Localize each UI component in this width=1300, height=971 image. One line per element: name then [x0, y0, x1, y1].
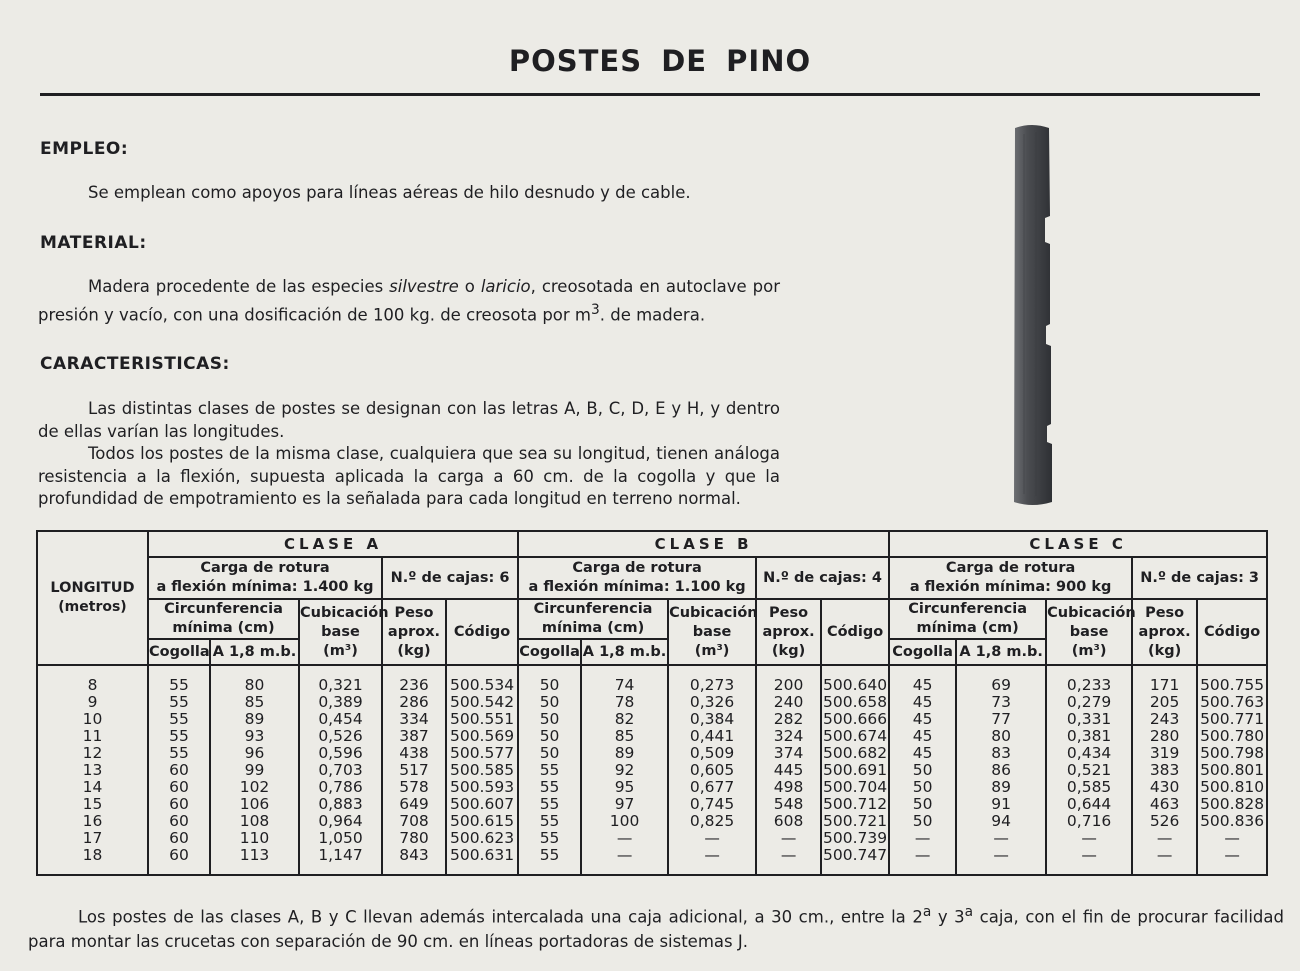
- clase-c-cogolla-header: Cogolla: [889, 639, 956, 665]
- table-cell: 55: [539, 794, 560, 813]
- table-cell: 500.836: [1200, 811, 1265, 830]
- table-cell: 500.666: [823, 709, 888, 728]
- table-cell: 500.658: [823, 692, 888, 711]
- table-cell: 77: [991, 709, 1011, 728]
- table-cell: 205: [1149, 692, 1180, 711]
- table-cell: 280: [1149, 726, 1180, 745]
- material-heading: MATERIAL:: [40, 233, 147, 253]
- table-cell: 500.615: [449, 811, 515, 830]
- table-cell: 8: [87, 675, 98, 694]
- table-cell: —: [704, 845, 720, 864]
- table-cell: 708: [399, 811, 429, 830]
- table-cell: 1,147: [318, 845, 363, 864]
- table-cell: 95: [614, 777, 635, 796]
- clase-a-peso-column: [382, 665, 446, 875]
- table-cell: 0,644: [1066, 794, 1112, 813]
- clase-a-codigo-header: Código: [446, 599, 518, 665]
- table-cell: 500.682: [823, 743, 888, 762]
- table-cell: 14: [82, 777, 103, 796]
- table-cell: 82: [614, 709, 635, 728]
- empleo-text: Se emplean como apoyos para líneas aéreas de hilo desnudo y de cable.: [88, 183, 691, 202]
- table-cell: 50: [539, 743, 560, 762]
- table-cell: 83: [991, 743, 1011, 762]
- table-cell: 73: [991, 692, 1011, 711]
- table-cell: 500.763: [1200, 692, 1265, 711]
- table-cell: 578: [399, 777, 429, 796]
- table-cell: 86: [991, 760, 1011, 779]
- table-cell: —: [1156, 828, 1173, 847]
- clase-c-peso-column: [1132, 665, 1197, 875]
- table-cell: —: [914, 828, 931, 847]
- table-cell: 50: [912, 777, 933, 796]
- table-cell: 50: [539, 709, 560, 728]
- table-cell: 0,331: [1066, 709, 1112, 728]
- table-cell: 324: [773, 726, 804, 745]
- table-cell: 780: [399, 828, 429, 847]
- table-cell: 89: [991, 777, 1011, 796]
- table-cell: 430: [1149, 777, 1180, 796]
- table-cell: 374: [773, 743, 804, 762]
- table-cell: 50: [539, 726, 560, 745]
- table-cell: 99: [244, 760, 265, 779]
- table-cell: 500.755: [1200, 675, 1265, 694]
- table-cell: 0,454: [318, 709, 363, 728]
- table-cell: 445: [773, 760, 804, 779]
- table-cell: 500.640: [823, 675, 888, 694]
- table-cell: 500.585: [449, 760, 515, 779]
- table-cell: 102: [239, 777, 270, 796]
- table-cell: 0,605: [689, 760, 735, 779]
- table-cell: —: [616, 845, 633, 864]
- table-cell: 0,883: [318, 794, 363, 813]
- material-text: Madera procedente de las especies silvestre o laricio, creosotada en autoclave por presión y vacío, con una dosificación de 100 kg. de creosota por $m^3$. de madera.: [38, 277, 780, 324]
- clase-b-header: CLASE B: [518, 531, 889, 557]
- table-cell: 50: [912, 811, 933, 830]
- poles-table: [36, 530, 1268, 876]
- clase-a-a18-header: A 1,8 m.b.: [210, 639, 299, 665]
- table-cell: —: [1081, 828, 1097, 847]
- table-cell: 50: [539, 675, 560, 694]
- table-cell: 548: [773, 794, 804, 813]
- table-cell: —: [780, 845, 797, 864]
- table-cell: 94: [991, 811, 1011, 830]
- table-cell: 500.691: [823, 760, 888, 779]
- table-cell: 55: [539, 828, 560, 847]
- table-cell: 100: [609, 811, 640, 830]
- table-cell: 60: [169, 811, 189, 830]
- table-cell: 387: [399, 726, 429, 745]
- table-cell: 0,526: [318, 726, 363, 745]
- table-cell: 500.747: [823, 845, 888, 864]
- clase-c-codigo-column: [1197, 665, 1267, 875]
- table-cell: 91: [991, 794, 1011, 813]
- table-cell: 16: [82, 811, 103, 830]
- table-cell: —: [914, 845, 931, 864]
- table-cell: 9: [87, 692, 98, 711]
- clase-c-cogolla-column: [889, 665, 956, 875]
- table-cell: 240: [773, 692, 804, 711]
- table-cell: —: [1156, 845, 1173, 864]
- table-cell: 0,786: [318, 777, 363, 796]
- clase-a-a18-column: [210, 665, 299, 875]
- table-cell: 0,441: [689, 726, 735, 745]
- table-cell: 0,279: [1066, 692, 1112, 711]
- empleo-heading: EMPLEO:: [40, 139, 129, 159]
- table-cell: 463: [1149, 794, 1180, 813]
- longitud-column: [37, 665, 148, 875]
- table-cell: 89: [244, 709, 265, 728]
- table-cell: 500.704: [823, 777, 888, 796]
- table-cell: 0,381: [1066, 726, 1112, 745]
- table-cell: 60: [169, 828, 189, 847]
- table-cell: 96: [244, 743, 265, 762]
- longitud-header: LONGITUD (metros): [37, 531, 148, 665]
- clase-c-a18-column: [956, 665, 1046, 875]
- table-cell: 74: [614, 675, 635, 694]
- clase-a-cajas: N.º de cajas: 6: [382, 557, 518, 599]
- table-cell: 18: [82, 845, 103, 864]
- table-cell: 85: [244, 692, 265, 711]
- pine-pole-illustration: [1012, 124, 1052, 506]
- table-cell: 500.721: [823, 811, 888, 830]
- table-cell: 608: [773, 811, 804, 830]
- table-cell: 500.577: [449, 743, 515, 762]
- table-cell: 85: [614, 726, 635, 745]
- table-cell: 55: [169, 709, 189, 728]
- clase-c-cubicacion-column: [1046, 665, 1132, 875]
- clase-c-cub-header: Cubicación base (m³): [1046, 599, 1132, 665]
- table-cell: 60: [169, 777, 189, 796]
- table-cell: —: [1224, 845, 1240, 864]
- clase-b-a18-header: A 1,8 m.b.: [581, 639, 668, 665]
- table-cell: 0,716: [1066, 811, 1112, 830]
- table-cell: 500.631: [449, 845, 515, 864]
- clase-b-codigo-header: Código: [821, 599, 889, 665]
- table-cell: 55: [539, 845, 560, 864]
- caracteristicas-p1: Las distintas clases de postes se designan con las letras A, B, C, D, E y H, y dentro de ellas varían las longitudes.: [38, 399, 780, 441]
- table-cell: 171: [1149, 675, 1180, 694]
- table-cell: 55: [539, 760, 560, 779]
- species-laricio: laricio: [480, 277, 531, 296]
- table-cell: 500.801: [1200, 760, 1265, 779]
- table-cell: 106: [239, 794, 270, 813]
- clase-a-codigo-column: [446, 665, 518, 875]
- table-cell: 60: [169, 845, 189, 864]
- clase-c-header: CLASE C: [889, 531, 1267, 557]
- table-cell: 0,509: [689, 743, 735, 762]
- table-cell: 500.712: [823, 794, 888, 813]
- table-cell: 50: [912, 760, 933, 779]
- table-cell: —: [616, 828, 633, 847]
- table-cell: 97: [614, 794, 635, 813]
- species-silvestre: silvestre: [389, 277, 459, 296]
- table-cell: 282: [773, 709, 804, 728]
- table-cell: 500.569: [449, 726, 515, 745]
- clase-b-circ-header: Circunferencia mínima (cm): [518, 599, 668, 639]
- table-cell: 0,389: [318, 692, 363, 711]
- table-cell: 60: [169, 760, 189, 779]
- table-cell: 10: [82, 709, 103, 728]
- clase-c-carga: Carga de rotura a flexión mínima: 900 kg: [889, 557, 1132, 599]
- clase-c-codigo-header: Código: [1197, 599, 1267, 665]
- clase-b-cubicacion-column: [668, 665, 756, 875]
- table-cell: 1,050: [318, 828, 363, 847]
- table-cell: 45: [912, 709, 933, 728]
- table-cell: 45: [912, 726, 933, 745]
- footer-note: Los postes de las clases A, B y C llevan además intercalada una caja adicional, a 30 cm., entre la 2$^a$ y 3$^a$ caja, con el fin de procurar facilidad para montar las crucetas con separación de 90 cm. en líneas portadoras de sistemas J.: [28, 904, 1284, 951]
- clase-b-a18-column: [581, 665, 668, 875]
- table-cell: 15: [82, 794, 103, 813]
- table-cell: 0,321: [318, 675, 363, 694]
- table-cell: 0,703: [318, 760, 363, 779]
- table-cell: 45: [912, 675, 933, 694]
- table-cell: 517: [399, 760, 429, 779]
- table-cell: 319: [1149, 743, 1180, 762]
- table-cell: 69: [991, 675, 1011, 694]
- table-cell: —: [993, 845, 1009, 864]
- clase-b-codigo-column: [821, 665, 889, 875]
- table-cell: 11: [82, 726, 103, 745]
- table-cell: 0,964: [318, 811, 363, 830]
- table-cell: 55: [169, 743, 189, 762]
- table-cell: 50: [539, 692, 560, 711]
- table-cell: —: [993, 828, 1009, 847]
- table-cell: 78: [614, 692, 635, 711]
- table-cell: —: [780, 828, 797, 847]
- caracteristicas-p2: Todos los postes de la misma clase, cualquiera que sea su longitud, tienen análoga resistencia a la flexión, supuesta aplicada la carga a 60 cm. de la cogolla y que la profundidad de empotramiento es la señalada para cada longitud en terreno normal.: [38, 444, 780, 508]
- table-cell: 89: [614, 743, 635, 762]
- table-cell: —: [704, 828, 720, 847]
- table-cell: —: [1224, 828, 1240, 847]
- clase-a-carga: Carga de rotura a flexión mínima: 1.400 kg: [148, 557, 382, 599]
- table-cell: 500.607: [449, 794, 515, 813]
- clase-c-peso-header: Peso aprox. (kg): [1132, 599, 1197, 665]
- table-cell: 108: [239, 811, 270, 830]
- table-cell: 0,825: [689, 811, 735, 830]
- table-cell: 500.828: [1200, 794, 1265, 813]
- table-cell: 50: [912, 794, 933, 813]
- clase-b-cogolla-header: Cogolla: [518, 639, 581, 665]
- table-cell: 80: [991, 726, 1011, 745]
- table-cell: 0,233: [1066, 675, 1112, 694]
- clase-b-peso-header: Peso aprox. (kg): [756, 599, 821, 665]
- table-cell: —: [1081, 845, 1097, 864]
- table-cell: 0,521: [1066, 760, 1112, 779]
- clase-a-cub-header: Cubicación base (m³): [299, 599, 382, 665]
- clase-c-circ-header: Circunferencia mínima (cm): [889, 599, 1046, 639]
- clase-c-a18-header: A 1,8 m.b.: [956, 639, 1046, 665]
- table-cell: 334: [399, 709, 429, 728]
- clase-a-header: CLASE A: [148, 531, 518, 557]
- title-rule: [40, 93, 1260, 96]
- table-cell: 80: [244, 675, 265, 694]
- table-cell: 0,596: [318, 743, 363, 762]
- table-cell: 243: [1149, 709, 1180, 728]
- clase-a-cubicacion-column: [299, 665, 382, 875]
- table-cell: 236: [399, 675, 429, 694]
- table-cell: 500.739: [823, 828, 888, 847]
- table-cell: 500.542: [449, 692, 515, 711]
- table-cell: 526: [1149, 811, 1180, 830]
- table-cell: 498: [773, 777, 804, 796]
- table-cell: 200: [773, 675, 804, 694]
- table-cell: 45: [912, 743, 933, 762]
- table-cell: 55: [539, 777, 560, 796]
- table-cell: 45: [912, 692, 933, 711]
- table-cell: 0,677: [689, 777, 735, 796]
- table-cell: 0,273: [689, 675, 735, 694]
- table-cell: 55: [169, 692, 189, 711]
- table-cell: 438: [399, 743, 429, 762]
- clase-b-peso-column: [756, 665, 821, 875]
- table-cell: 500.623: [449, 828, 515, 847]
- table-cell: 500.810: [1200, 777, 1265, 796]
- table-cell: 0,745: [689, 794, 735, 813]
- table-cell: 500.674: [823, 726, 888, 745]
- clase-b-cajas: N.º de cajas: 4: [756, 557, 889, 599]
- caracteristicas-heading: CARACTERISTICAS:: [40, 354, 230, 374]
- table-cell: 843: [399, 845, 429, 864]
- table-cell: 92: [614, 760, 635, 779]
- table-cell: 500.780: [1200, 726, 1265, 745]
- table-cell: 649: [399, 794, 429, 813]
- table-cell: 0,434: [1066, 743, 1112, 762]
- table-cell: 17: [82, 828, 103, 847]
- table-cell: 55: [169, 726, 189, 745]
- clase-b-cub-header: Cubicación base (m³): [668, 599, 756, 665]
- clase-b-carga: Carga de rotura a flexión mínima: 1.100 kg: [518, 557, 756, 599]
- table-cell: 500.593: [449, 777, 515, 796]
- clase-a-peso-header: Peso aprox. (kg): [382, 599, 446, 665]
- table-cell: 13: [82, 760, 103, 779]
- table-cell: 383: [1149, 760, 1180, 779]
- table-cell: 286: [399, 692, 429, 711]
- table-cell: 500.551: [449, 709, 515, 728]
- table-cell: 113: [239, 845, 270, 864]
- table-cell: 60: [169, 794, 189, 813]
- clase-a-cogolla-header: Cogolla: [148, 639, 210, 665]
- table-cell: 12: [82, 743, 103, 762]
- clase-c-cajas: N.º de cajas: 3: [1132, 557, 1267, 599]
- clase-a-cogolla-column: [148, 665, 210, 875]
- clase-b-cogolla-column: [518, 665, 581, 875]
- table-cell: 55: [539, 811, 560, 830]
- table-cell: 500.771: [1200, 709, 1265, 728]
- table-cell: 55: [169, 675, 189, 694]
- table-cell: 500.534: [449, 675, 515, 694]
- table-cell: 110: [239, 828, 270, 847]
- clase-a-circ-header: Circunferencia mínima (cm): [148, 599, 299, 639]
- page-title: POSTES DE PINO: [508, 44, 812, 78]
- table-cell: 0,326: [689, 692, 735, 711]
- table-cell: 93: [244, 726, 265, 745]
- table-cell: 0,384: [689, 709, 735, 728]
- table-cell: 500.798: [1200, 743, 1265, 762]
- table-cell: 0,585: [1066, 777, 1112, 796]
